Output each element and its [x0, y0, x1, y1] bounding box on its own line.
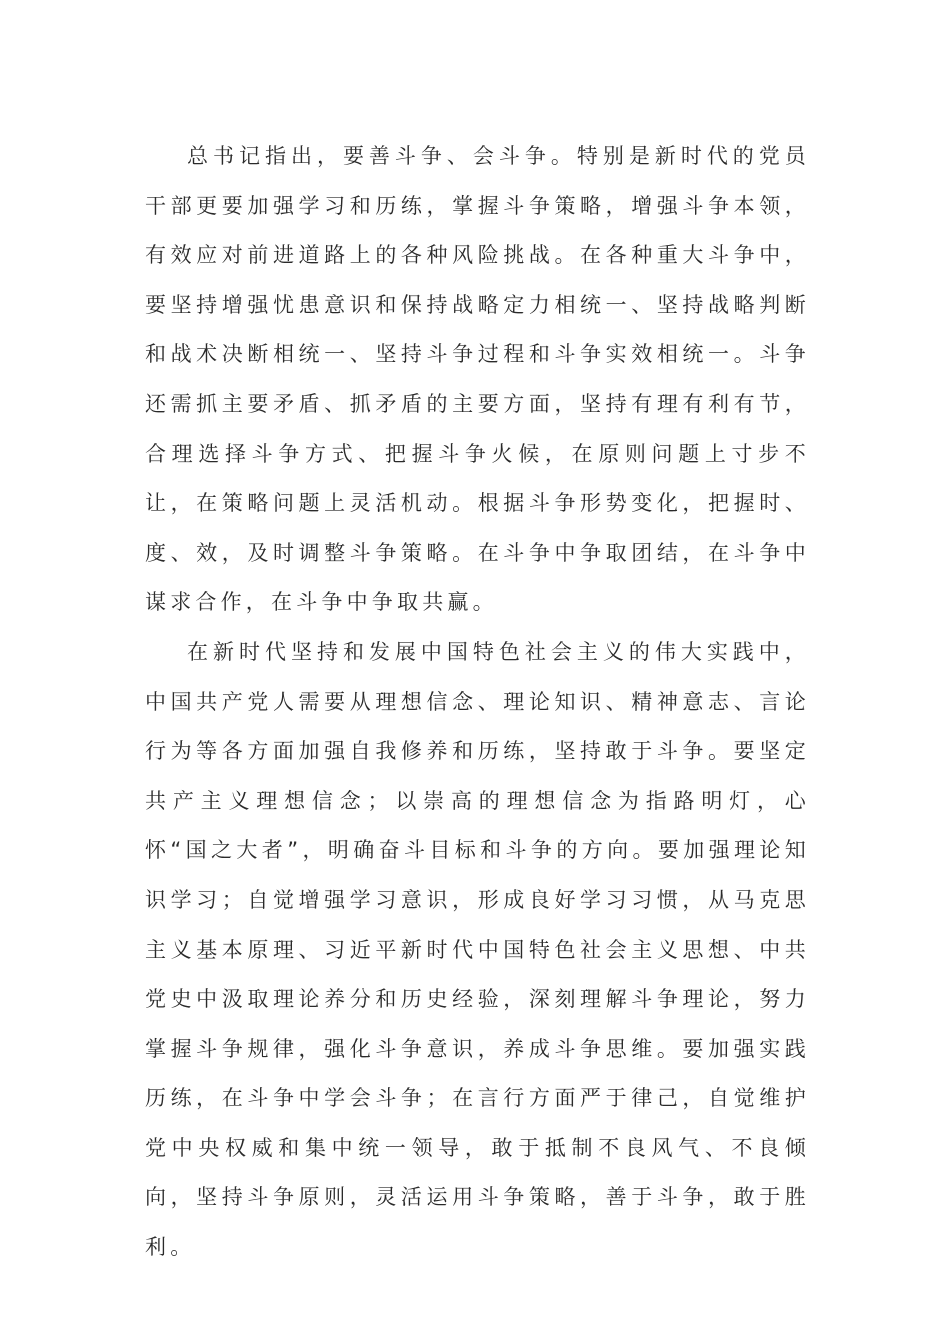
document-body [145, 132, 810, 1273]
paragraph-2: 在新时代坚持和发展中国特色社会主义的伟大实践中，中国共产党人需要从理想信念、理论知识、精神意志、言论行为等各方面加强自我修养和历练，坚持敢于斗争。要坚定共产主义理想信念；以崇高的理想信念为指路明灯，心怀“国之大者”，明确奋斗目标和斗争的方向。要加强理论知识学习；自觉增强学习意识，形成良好学习习惯，从马克思主义基本原理、习近平新时代中国特色社会主义思想、中共党史中汲取理论养分和历史经验，深刻理解斗争理论，努力掌握斗争规律，强化斗争意识，养成斗争思维。要加强实践历练，在斗争中学会斗争；在言行方面严于律己，自觉维护党中央权威和集中统一领导，敢于抵制不良风气、不良倾向，坚持斗争原则，灵活运用斗争策略，善于斗争，敢于胜利。 [145, 639, 810, 1260]
paragraph-1: 总书记指出，要善斗争、会斗争。特别是新时代的党员干部更要加强学习和历练，掌握斗争策略，增强斗争本领，有效应对前进道路上的各种风险挑战。在各种重大斗争中，要坚持增强忧患意识和保持战略定力相统一、坚持战略判断和战术决断相统一、坚持斗争过程和斗争实效相统一。斗争还需抓主要矛盾、抓矛盾的主要方面，坚持有理有利有节，合理选择斗争方式、把握斗争火候，在原则问题上寸步不让，在策略问题上灵活机动。根据斗争形势变化，把握时、度、效，及时调整斗争策略。在斗争中争取团结，在斗争中谋求合作，在斗争中争取共赢。 [145, 144, 810, 615]
